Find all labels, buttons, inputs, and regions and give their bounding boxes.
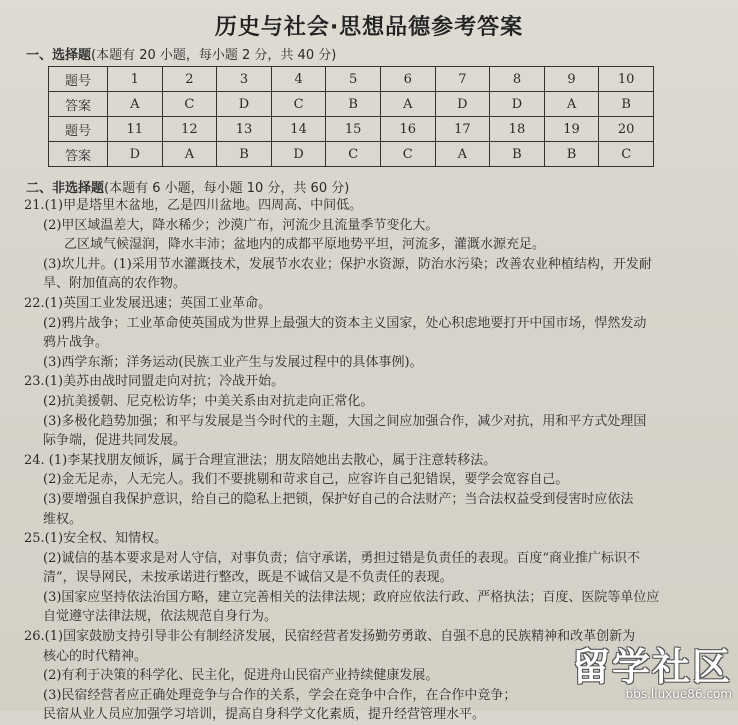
answer-line: 24. (1)李某找朋友倾诉，属于合理宣泄法；朋友陪她出去散心，属于注意转移法。: [24, 452, 497, 468]
answer-cell: D: [435, 92, 490, 117]
answer-line: 旱、附加值高的农作物。: [43, 276, 187, 292]
question-number: 6: [380, 67, 435, 92]
question-number: 14: [271, 117, 326, 142]
question-number: 8: [490, 67, 545, 92]
section-2-note: (本题有 6 小题，每小题 10 分，共 60 分): [104, 181, 350, 196]
answer-line: (3)民宿经营者应正确处理竞争与合作的关系，学会在竞争中合作，在合作中竞争；: [43, 687, 517, 703]
watermark: [572, 636, 732, 701]
answer-cell: B: [326, 92, 381, 117]
question-number: 10: [599, 67, 654, 92]
answer-line: (2)鸦片战争；工业革命使英国成为世界上最强大的资本主义国家，处心积虑地要打开中国市场，悍然发动: [43, 315, 647, 331]
answer-line: 际争端，促进共同发展。: [43, 433, 187, 449]
answer-line: 21.(1)甲是塔里木盆地，乙是四川盆地。四周高、中间低。: [24, 198, 363, 213]
answer-line: (3)要增强自我保护意识，给自己的隐私上把锁，保护好自己的合法财产；当合法权益受到侵害时应依法: [43, 491, 634, 507]
row-label-answer: 答案: [49, 142, 108, 167]
table-row-numbers-1: [49, 67, 654, 92]
answer-line: (3)多极化趋势加强；和平与发展是当今时代的主题，大国之间应加强合作，减少对抗，用和平方式处理国: [43, 413, 647, 429]
answer-line: (2)有利于决策的科学化、民主化，促进舟山民宿产业持续健康发展。: [43, 668, 439, 684]
question-number: 3: [217, 67, 272, 92]
question-number: 15: [326, 117, 381, 142]
answer-cell: D: [108, 142, 163, 167]
section-2-heading: [26, 177, 349, 196]
answer-line: 26.(1)国家鼓励支持引导非公有制经济发展，民宿经营者发扬勤劳勇敢、自强不息的民族精神和改革创新为: [24, 629, 636, 645]
answer-cell: A: [544, 92, 599, 117]
page-title: 历史与社会·思想品德参考答案: [214, 15, 524, 40]
answer-line: (3)坎儿井。(1)采用节水灌溉技术，发展节水农业；保护水资源，防治水污染；改善农业种植结构，开发耐: [43, 256, 652, 272]
question-number: 17: [435, 117, 490, 142]
answer-line: (2)甲区域温差大，降水稀少；沙漠广布，河流少且流量季节变化大。: [43, 217, 439, 233]
answer-cell: A: [108, 92, 163, 117]
answer-line: 23.(1)美苏由战时同盟走向对抗；冷战开始。: [24, 374, 285, 390]
watermark-url: bbs.liuxue86.com: [625, 687, 732, 701]
answer-line: (2)抗美援朝、尼克松访华；中美关系由对抗走向正常化。: [43, 393, 374, 409]
answer-line: (2)诚信的基本要求是对人守信，对事负责；信守承诺，勇担过错是负责任的表现。百度“商业推广标识不: [43, 550, 641, 566]
question-number: 7: [435, 67, 490, 92]
answer-table: [48, 66, 654, 167]
answer-line: 核心的时代精神。: [43, 648, 148, 664]
answer-line: 乙区域气候湿润，降水丰沛；盆地内的成都平原地势平坦，河流多，灌溉水源充足。: [64, 237, 546, 253]
row-label-number: 题号: [49, 117, 108, 142]
answer-line: 鸦片战争。: [43, 335, 109, 351]
answer-cell: A: [435, 142, 490, 167]
answer-line: 自觉遵守法律法规，依法规范自身行为。: [43, 609, 278, 625]
answer-line: (3)国家应坚持依法治国方略，建立完善相关的法律法规；政府应依法行政、严格执法；百度、医院等单位应: [43, 589, 660, 605]
answer-line: 民宿从业人员应加强学习培训，提高自身科学文化素质，提升经营管理水平。: [43, 707, 486, 723]
question-number: 19: [544, 117, 599, 142]
answer-line: (2)金无足赤，人无完人。我们不要挑剔和苛求自己，应容许自己犯错误，要学会宽容自己。: [43, 472, 569, 488]
answer-cell: A: [380, 92, 435, 117]
answer-cell: B: [490, 142, 545, 167]
answer-cell: C: [599, 142, 654, 167]
table-row-answers-2: [49, 142, 654, 167]
question-number: 13: [217, 117, 272, 142]
question-number: 12: [162, 117, 217, 142]
answer-cell: B: [599, 92, 654, 117]
question-number: 5: [326, 67, 381, 92]
answer-line: 清”，误导网民，未按承诺进行整改，既是不诚信又是不负责任的表现。: [43, 570, 453, 586]
section-1-note: (本题有 20 小题，每小题 2 分，共 40 分): [91, 48, 337, 63]
question-number: 1: [108, 67, 163, 92]
answer-cell: D: [217, 92, 272, 117]
answer-line: 25.(1)安全权、知情权。: [24, 531, 168, 547]
answer-line: 22.(1)英国工业发展迅速；英国工业革命。: [24, 295, 272, 311]
question-number: 18: [490, 117, 545, 142]
answer-line: (3)西学东渐；洋务运动(民族工业产生与发展过程中的具体事例)。: [43, 354, 423, 370]
answer-cell: C: [380, 142, 435, 167]
answer-cell: D: [271, 142, 326, 167]
answer-cell: D: [490, 92, 545, 117]
question-number: 11: [108, 117, 163, 142]
section-1-label: 一、选择题: [26, 48, 92, 63]
watermark-logo: 留学社区: [571, 645, 732, 689]
row-label-answer: 答案: [49, 92, 108, 117]
answer-line: 维权。: [43, 511, 83, 527]
answer-cell: A: [162, 142, 217, 167]
table-row-numbers-2: [49, 117, 654, 142]
section-1-heading: [26, 44, 336, 63]
question-number: 16: [380, 117, 435, 142]
section-2-label: 二、非选择题: [26, 181, 105, 196]
table-row-answers-1: [49, 92, 654, 117]
question-number: 20: [599, 117, 654, 142]
question-number: 2: [162, 67, 217, 92]
question-number: 4: [271, 67, 326, 92]
question-number: 9: [544, 67, 599, 92]
answer-cell: C: [271, 92, 326, 117]
answer-cell: B: [217, 142, 272, 167]
answer-cell: B: [544, 142, 599, 167]
answer-cell: C: [162, 92, 217, 117]
answer-cell: C: [326, 142, 381, 167]
row-label-number: 题号: [49, 67, 108, 92]
